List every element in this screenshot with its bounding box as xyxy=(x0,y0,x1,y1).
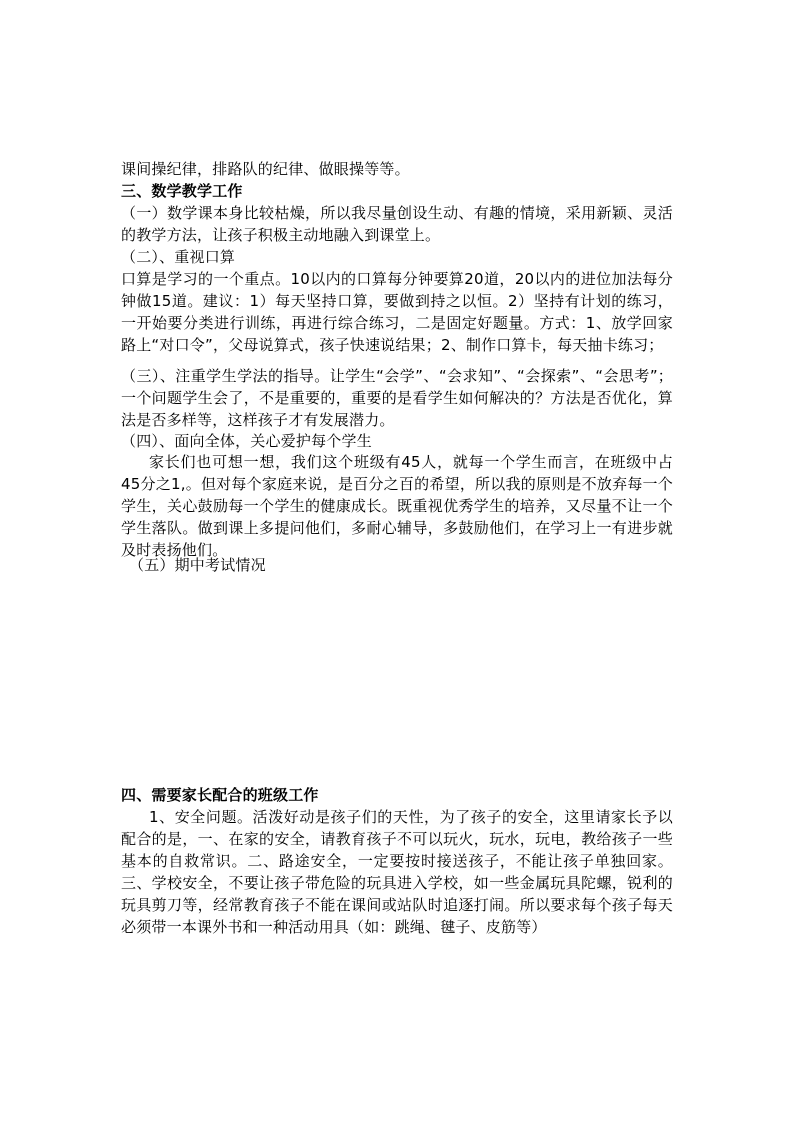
paragraph-section-4-body: 1、安全问题。活泼好动是孩子们的天性，为了孩子的安全，这里请家长予以配合的是，一、在家的安全，请教育孩子不可以玩火，玩水，玩电，教给孩子一些基本的自救常识。二、路途安全，一定要按时接送孩子，不能让孩子单独回家。三、学校安全，不要让孩子带危险的玩具进入学校，如一些金属玩具陀螺，锐利的玩具剪刀等，经常教育孩子不能在课间或站队时追逐打闹。所以要求每个孩子每天必须带一本课外书和一种活动用具（如：跳绳、毽子、皮筋等） xyxy=(121,808,673,936)
item-2-title: （二）、重视口算 xyxy=(121,248,236,266)
paragraph-item-2-body: 口算是学习的一个重点。10以内的口算每分钟要算20道，20以内的进位加法每分钟做15道。建议：1）每天坚持口算，要做到持之以恒。2）坚持有计划的练习，一开始要分类进行训练，再进行综合练习，二是固定好题量。方式：1、放学回家路上“对口令”，父母说算式，孩子快速说结果；2、制作口算卡，每天抽卡练习； xyxy=(121,270,673,354)
section-3-heading: 三、数学教学工作 xyxy=(121,182,243,200)
item-4-title: （四）、面向全体，关心爱护每个学生 xyxy=(121,432,372,450)
section-4-heading: 四、需要家长配合的班级工作 xyxy=(121,786,319,804)
paragraph-item-4-body: 家长们也可想一想，我们这个班级有45人，就每一个学生而言，在班级中占45分之1,。但对每个家庭来说，是百分之百的希望，所以我的原则是不放弃每一个学生，关心鼓励每一个学生的健康成长。既重视优秀学生的培养，又尽量不让一个学生落队。做到课上多提问他们，多耐心辅导，多鼓励他们，在学习上一有进步就及时表扬他们。 xyxy=(121,453,673,559)
item-5-title: （五）期中考试情况 xyxy=(129,556,266,574)
paragraph-item-1: （一）数学课本身比较枯燥，所以我尽量创设生动、有趣的情境，采用新颖、灵活的教学方法，让孩子积极主动地融入到课堂上。 xyxy=(121,204,673,244)
paragraph-line-1: 课间操纪律，排路队的纪律、做眼操等等。 xyxy=(121,160,410,178)
paragraph-item-3: （三）、注重学生学法的指导。让学生“会学”、“会求知”、“会探索”、“会思考”；一个问题学生会了，不是重要的，重要的是看学生如何解决的？方法是否优化，算法是否多样等，这样孩子才有发展潜力。 xyxy=(121,367,673,429)
